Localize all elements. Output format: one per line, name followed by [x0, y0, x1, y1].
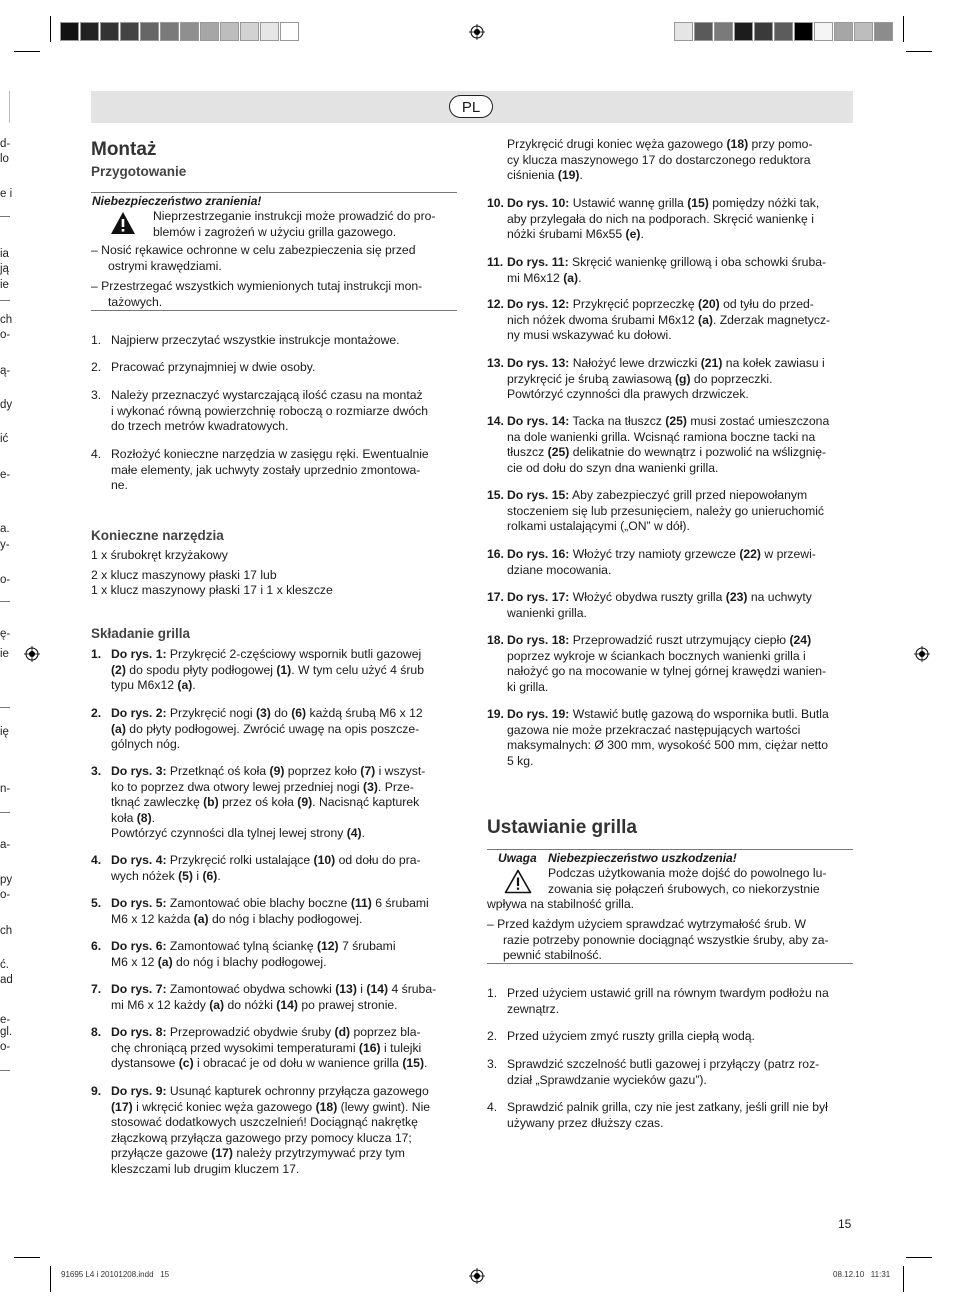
caution-bullet-line: – Przed każdym użyciem sprawdzać wytrzymałość śrub. W	[487, 917, 806, 931]
bleed-fragment: ie	[0, 648, 9, 660]
list-text: Do rys. 15: Aby zabezpieczyć grill przed niepowołanym stoczeniem się lub przesunięciem, należy go unieruchomić rolkami ustalającymi („ON” w dół).	[507, 488, 825, 533]
list-number: 9.	[91, 1084, 102, 1098]
list-number: 4.	[91, 853, 102, 867]
bleed-fragment: o-	[0, 889, 11, 901]
list-number: 14.	[487, 414, 504, 428]
crop-mark	[903, 1266, 904, 1292]
warning-triangle-outline-icon	[504, 869, 532, 894]
list-number: 12.	[487, 297, 504, 311]
tools-list	[91, 548, 333, 599]
color-swatch	[814, 22, 833, 41]
color-swatch	[120, 22, 139, 41]
list-number: 19.	[487, 707, 504, 721]
bleed-fragment: o-	[0, 574, 11, 586]
subsection-title-narzedzia: Konieczne narzędzia	[91, 528, 224, 543]
color-swatch	[674, 22, 693, 41]
list-text: Rozłożyć konieczne narzędzia w zasięgu ręki. Ewentualnie małe elementy, jak uchwyty zostały uprzednio zmontowa- ne.	[111, 447, 429, 492]
crop-mark	[906, 51, 932, 52]
warning-bullet-line: – Nosić rękawice ochronne w celu zabezpieczenia się przed	[91, 243, 416, 257]
crop-mark	[14, 51, 40, 52]
caution-title: Niebezpieczeństwo uszkodzenia!	[548, 851, 737, 865]
list-number: 2.	[487, 1029, 498, 1043]
bleed-rule	[0, 812, 10, 813]
divider	[487, 963, 853, 964]
bleed-fragment: ą-	[0, 365, 11, 377]
list-text: Do rys. 10: Ustawić wannę grilla (15) pomiędzy nóżki tak, aby przylegała do nich na podporach. Skręcić wanienkę i nóżki śrubami M6x55 (e).	[507, 196, 820, 241]
color-swatch	[60, 22, 79, 41]
registration-mark-icon	[914, 646, 930, 662]
bleed-rule	[0, 707, 10, 708]
list-text: Do rys. 9: Usunąć kapturek ochronny przyłącza gazowego (17) i wkręcić koniec węża gazowego (18) (lewy gwint). Nie stosować dodatkowych uszczelnień! Dociągnąć nakrętkę złączkową przyłącza gazowego przy pomocy klucza 17; przyłącze gazowe (17) należy przytrzymywać przy tym kleszczami lub drugim kluczem 17.	[111, 1084, 431, 1176]
color-swatch	[280, 22, 299, 41]
footer-timestamp: 08.12.10 11:31	[833, 1270, 891, 1279]
bleed-rule	[0, 300, 10, 301]
list-text: Do rys. 7: Zamontować obydwa schowki (13) i (14) 4 śruba- mi M6 x 12 każdy (a) do nóżki (14) po prawej stronie.	[111, 982, 437, 1012]
crop-mark	[14, 1257, 40, 1258]
list-text: Do rys. 11: Skręcić wanienkę grillową i oba schowki śruba- mi M6x12 (a).	[507, 255, 827, 285]
list-number: 8.	[91, 1025, 102, 1039]
bleed-fragment: py	[0, 874, 13, 886]
color-swatch	[220, 22, 239, 41]
bleed-fragment: lo	[0, 153, 9, 165]
list-number: 3.	[487, 1057, 498, 1071]
list-number: 6.	[91, 939, 102, 953]
list-text: Do rys. 3: Przetknąć oś koła (9) poprzez koło (7) i wszyst- ko to poprzez dwa otwory lewej przedniej nogi (3). Prze- tknąć zawleczkę (b) przez oś koła (9). Nacisnąć kapturek koła (8). Powtórzyć czynności dla tylnej lewej strony (4).	[111, 764, 426, 840]
color-swatch	[774, 22, 793, 41]
list-text: Do rys. 17: Włożyć obydwa ruszty grilla (23) na uchwyty wanienki grilla.	[507, 590, 812, 620]
bleed-fragment: o-	[0, 329, 11, 341]
color-swatch	[100, 22, 119, 41]
color-swatch	[874, 22, 893, 41]
list-number: 4.	[91, 447, 102, 461]
crop-mark	[50, 16, 51, 42]
color-swatch	[734, 22, 753, 41]
bleed-fragment: ją	[0, 263, 9, 275]
list-number: 3.	[91, 388, 102, 402]
list-text: Do rys. 19: Wstawić butlę gazową do wspornika butli. Butla gazowa nie może przekraczać następujących wartości maksymalnych: Ø 300 mm, wysokość 500 mm, ciężar netto 5 kg.	[507, 707, 829, 768]
caution-label: Uwaga	[498, 851, 537, 865]
list-number: 1.	[91, 647, 102, 661]
crop-mark	[906, 1257, 932, 1258]
list-text: Do rys. 8: Przeprowadzić obydwie śruby (d) poprzez bla- chę chroniącą przed wysokimi temperaturami (16) i tulejki dystansowe (c) i obracać je od dołu w wanience grilla (15).	[111, 1025, 428, 1070]
bleed-fragment: y-	[0, 539, 10, 551]
list-number: 4.	[487, 1100, 498, 1114]
warning-bullet-line: ostrymi krawędziami.	[108, 258, 222, 273]
color-swatch	[160, 22, 179, 41]
bleed-fragment: ę-	[0, 628, 11, 640]
list-text: Do rys. 16: Włożyć trzy namioty grzewcze (22) w przewi- dziane mocowania.	[507, 547, 816, 577]
bleed-fragment: gl.	[0, 1026, 13, 1038]
warning-text	[153, 209, 459, 240]
list-text: Do rys. 5: Zamontować obie blachy boczne (11) 6 śrubami M6 x 12 każda (a) do nóg i blachy podłogowej.	[111, 896, 429, 926]
list-text: Do rys. 4: Przykręcić rolki ustalające (10) od dołu do pra- wych nóżek (5) i (6).	[111, 853, 421, 883]
bleed-fragment: e-	[0, 469, 11, 481]
list-number: 11.	[487, 255, 504, 269]
tool-item: 2 x klucz maszynowy płaski 17 lub	[91, 567, 277, 582]
bleed-fragment: n-	[0, 783, 11, 795]
list-number: 7.	[91, 982, 102, 996]
caution-line: wpływa na stabilność grilla.	[487, 897, 634, 911]
list-text: Należy przeznaczyć wystarczającą ilość czasu na montaż i wykonać równą powierzchnię roboczą o rozmiarze dwóch do trzech metrów kwadratowych.	[111, 388, 429, 433]
color-swatch	[260, 22, 279, 41]
bleed-fragment: ch	[0, 314, 13, 326]
list-text: Do rys. 12: Przykręcić poprzeczkę (20) od tyłu do przed- nich nóżek dwoma śrubami M6x12 (a). Zderzak magnetycz- ny musi wskazywać ku dołowi.	[507, 297, 831, 342]
registration-mark-icon	[24, 646, 40, 662]
bleed-rule	[0, 601, 10, 602]
list-text: Przed użyciem ustawić grill na równym twardym podłożu na zewnątrz.	[507, 986, 829, 1016]
color-swatch	[140, 22, 159, 41]
caution-bullet-line: pewnić stabilność.	[503, 948, 602, 962]
registration-mark-icon	[469, 1268, 485, 1284]
bleed-fragment: ić	[0, 433, 9, 445]
list-number: 5.	[91, 896, 102, 910]
caution-line: zowania się połączeń śrubowych, co niekorzystnie	[548, 881, 820, 896]
bleed-fragment: ch	[0, 925, 13, 937]
list-number: 1.	[91, 333, 102, 347]
tool-item: 1 x klucz maszynowy płaski 17 i 1 x kleszcze	[91, 583, 333, 597]
color-swatch	[714, 22, 733, 41]
divider	[91, 192, 457, 193]
subsection-title-skladanie: Składanie grilla	[91, 626, 191, 641]
color-swatch	[794, 22, 813, 41]
bleed-rule	[0, 1070, 10, 1071]
list-text: Pracować przynajmniej w dwie osoby.	[111, 360, 316, 374]
warning-bullet-line: – Przestrzegać wszystkich wymienionych tutaj instrukcji mon-	[91, 279, 423, 293]
bleed-fragment: a-	[0, 839, 11, 851]
color-swatch	[240, 22, 259, 41]
tool-item: 1 x śrubokręt krzyżakowy	[91, 548, 228, 562]
list-number: 3.	[91, 764, 102, 778]
bleed-fragment: ia	[0, 248, 9, 260]
bleed-fragment: dy	[0, 399, 13, 411]
divider	[91, 310, 457, 311]
bleed-fragment: ad	[0, 974, 13, 986]
list-text: Sprawdzić szczelność butli gazowej i przyłączy (patrz roz- dział „Sprawdzanie wycieków gazu”).	[507, 1057, 820, 1087]
warning-line: Nieprzestrzeganie instrukcji może prowadzić do pro-	[153, 209, 436, 223]
list-text: Do rys. 18: Przeprowadzić ruszt utrzymujący ciepło (24) poprzez wykroje w ściankach bocznych wanienki grilla i nałożyć go na mocowanie w tylnej górnej krawędzi wanien- ki grilla.	[507, 633, 827, 694]
page-number: 15	[838, 1217, 852, 1231]
list-text: Do rys. 1: Przykręcić 2-częściowy wspornik butli gazowej (2) do spodu płyty podłogowej (1). W tym celu użyć 4 śrub typu M6x12 (a).	[111, 647, 424, 692]
list-text: Do rys. 13: Nałożyć lewe drzwiczki (21) na kołek zawiasu i przykręcić je śrubą zawiasową (g) do poprzeczki. Powtórzyć czynności dla prawych drzwiczek.	[507, 356, 825, 401]
list-number: 15.	[487, 488, 504, 502]
list-text: Sprawdzić palnik grilla, czy nie jest zatkany, jeśli grill nie był używany przez dłuższy czas.	[507, 1100, 828, 1130]
list-text: Przed użyciem zmyć ruszty grilla ciepłą wodą.	[507, 1029, 755, 1043]
crop-mark	[903, 16, 904, 42]
caution-bullet-line: razie potrzeby ponownie dociągnąć wszystkie śruby, aby za-	[503, 932, 829, 947]
color-swatch	[854, 22, 873, 41]
bleed-fragment: e-	[0, 1014, 11, 1026]
bleed-fragment: ie	[0, 279, 9, 291]
list-number: 13.	[487, 356, 504, 370]
section-title-montaz: Montaż	[91, 139, 157, 160]
list-number: 16.	[487, 547, 504, 561]
crop-mark	[9, 91, 10, 123]
caution-text	[548, 866, 853, 897]
warning-line: blemów i zagrożeń w użyciu grilla gazowego.	[153, 224, 397, 239]
color-swatch	[180, 22, 199, 41]
list-number: 2.	[91, 360, 102, 374]
list-number: 17.	[487, 590, 504, 604]
list-number: 10.	[487, 196, 504, 210]
divider	[487, 849, 853, 850]
bleed-fragment: ć.	[0, 959, 9, 971]
section-title-ustawianie: Ustawianie grilla	[487, 817, 637, 838]
bleed-fragment: ię	[0, 726, 9, 738]
bleed-fragment: e i	[0, 188, 13, 200]
color-swatch	[80, 22, 99, 41]
list-text: Do rys. 6: Zamontować tylną ściankę (12) 7 śrubami M6 x 12 (a) do nóg i blachy podłogowej.	[111, 939, 396, 969]
list-number: 1.	[487, 986, 498, 1000]
warning-title: Niebezpieczeństwo zranienia!	[92, 194, 262, 208]
color-swatch	[754, 22, 773, 41]
list-text: Najpierw przeczytać wszystkie instrukcje montażowe.	[111, 333, 400, 347]
crop-mark	[50, 1266, 51, 1292]
warning-triangle-icon	[110, 211, 136, 235]
color-swatch	[694, 22, 713, 41]
list-number: 2.	[91, 706, 102, 720]
color-swatch	[834, 22, 853, 41]
continuation-text: Przykręcić drugi koniec węża gazowego (18) przy pomo- cy klucza maszynowego 17 do dostarczonego reduktora ciśnienia (19).	[507, 137, 813, 182]
subsection-title-przygotowanie: Przygotowanie	[91, 164, 187, 179]
list-text: Do rys. 2: Przykręcić nogi (3) do (6) każdą śrubą M6 x 12 (a) do płyty podłogowej. Zwrócić uwagę na opis poszcze- gólnych nóg.	[111, 706, 423, 751]
registration-mark-icon	[469, 24, 485, 40]
caution-line: Podczas użytkowania może dojść do powolnego lu-	[548, 866, 827, 880]
bleed-rule	[0, 216, 10, 217]
bleed-fragment: d-	[0, 138, 11, 150]
list-text: Do rys. 14: Tacka na tłuszcz (25) musi zostać umieszczona na dole wanienki grilla. Wcisnąć ramiona boczne tacki na tłuszcz (25) delikatnie do wewnątrz i pozwolić na wślizgnię- cie od dołu do szyn dna wanienki grilla.	[507, 414, 830, 475]
footer-file-info: 91695 L4 i 20101208.indd 15	[61, 1270, 170, 1279]
bleed-fragment: a.	[0, 523, 10, 535]
color-swatch	[200, 22, 219, 41]
warning-bullet-line: tażowych.	[108, 294, 163, 309]
list-number: 18.	[487, 633, 504, 647]
bleed-fragment: o-	[0, 1041, 11, 1053]
language-badge: PL	[449, 95, 493, 118]
